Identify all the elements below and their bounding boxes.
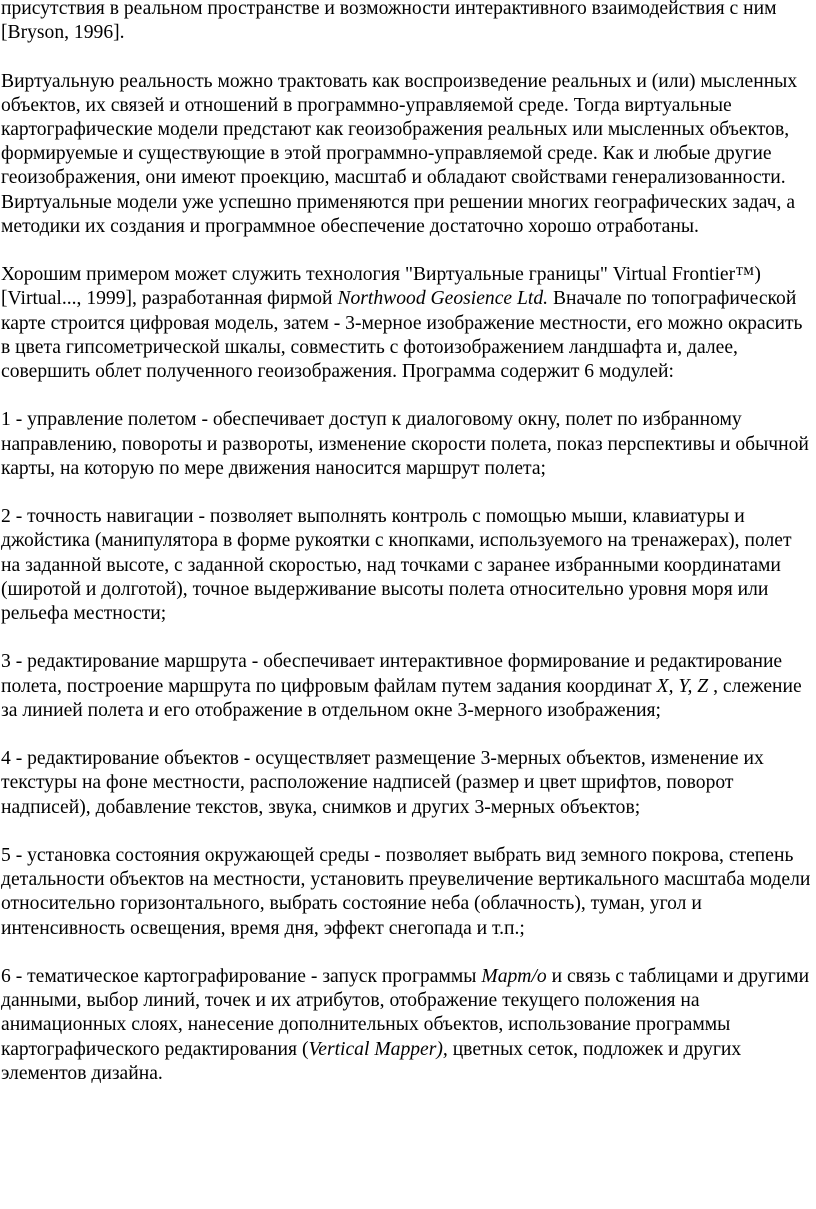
company-name-italic: Northwood Geosience Ltd.	[337, 288, 549, 310]
module-item-flight-control	[1, 408, 812, 481]
paragraph-text-after: , слежение за линией полета и его отображение в отдельном окне 3-мерного изображения;	[1, 675, 802, 721]
module-item-thematic-mapping	[1, 965, 812, 1086]
module-item-environment-settings	[1, 844, 812, 941]
paragraph-text: 1 - управление полетом - обеспечивает доступ к диалоговому окну, полет по избранному направлению, повороты и развороты, изменение скорости полета, показ перспективы и обычной карты, на которую по мере движения наносится маршрут полета;	[1, 409, 809, 479]
program-name-italic-2: Vertical Mapper),	[308, 1038, 448, 1060]
paragraph-text-before: 3 - редактирование маршрута - обеспечивает интерактивное формирование и редактирование полета, построение маршрута по цифровым файлам путем задания координат	[1, 651, 783, 697]
paragraph-intro-continuation	[1, 0, 812, 45]
module-item-object-editing	[1, 747, 812, 820]
paragraph-text: 2 - точность навигации - позволяет выполнять контроль с помощью мыши, клавиатуры и джойстика (манипулятора в форме рукоятки с кнопками, используемого на тренажерах), полет на заданной высоте, с заданной скоростью, над точками с заранее избранными координатами (широтой и долготой), точное выдерживание высоты полета относительно уровня моря или рельефа местности;	[1, 506, 792, 625]
module-item-route-editing	[1, 650, 812, 723]
paragraph-virtual-frontier-example	[1, 263, 812, 384]
paragraph-text: присутствия в реальном пространстве и возможности интерактивного взаимодействия с ним [Bryson, 1996].	[1, 0, 777, 44]
paragraph-text-before: 6 - тематическое картографирование - запуск программы	[1, 966, 482, 987]
program-name-italic: Mapm/o	[481, 966, 547, 987]
module-item-navigation-accuracy	[1, 505, 812, 626]
coordinates-italic: X, Y, Z	[656, 675, 709, 697]
paragraph-text: Виртуальную реальность можно трактовать как воспроизведение реальных и (или) мысленных объектов, их связей и отношений в программно-управляемой среде. Тогда виртуальные картографические модели предстают как геоизображения реальных или мысленных объектов, формируемые и существующие в этой программно-управляемой среде. Как и любые другие геоизображения, они имеют проекцию, масштаб и обладают свойствами генерализованности. Виртуальные модели уже успешно применяются при решении многих географических задач, а методики их создания и программное обеспечение достаточно хорошо отработаны.	[1, 70, 798, 237]
paragraph-text-middle: и связь с таблицами и другими данными, выбор линий, точек и их атрибутов, отображение текущего положения на анимационных слоях, нанесение дополнительных объектов, использование программы картографического редактирования (	[1, 966, 810, 1060]
paragraph-text-after: цветных сеток, подложек и других элементов дизайна.	[1, 1038, 742, 1084]
paragraph-text-before: Хорошим примером может служить технология "Виртуальные границы" Virtual Frontier™) [Virtual..., 1999], разработанная фирмой	[1, 264, 761, 310]
paragraph-virtual-reality-definition	[1, 70, 812, 239]
paragraph-text-after: Вначале по топографической карте строится цифровая модель, затем - 3-мерное изображение местности, его можно окрасить в цвета гипсометрической шкалы, совместить с фотоизображением ландшафта и, далее, совершить облет полученного геоизображения. Программа содержит 6 модулей:	[1, 288, 803, 383]
paragraph-text: 5 - установка состояния окружающей среды - позволяет выбрать вид земного покрова, степень детальности объектов на местности, установить преувеличение вертикального масштаба модели относительно горизонтального, выбрать состояние неба (облачность), туман, угол и интенсивность освещения, время дня, эффект снегопада и т.п.;	[1, 845, 811, 939]
paragraph-text: 4 - редактирование объектов - осуществляет размещение 3-мерных объектов, изменение их текстуры на фоне местности, расположение надписей (размер и цвет шрифтов, поворот надписей), добавление текстов, звука, снимков и других 3-мерных объектов;	[1, 748, 764, 818]
